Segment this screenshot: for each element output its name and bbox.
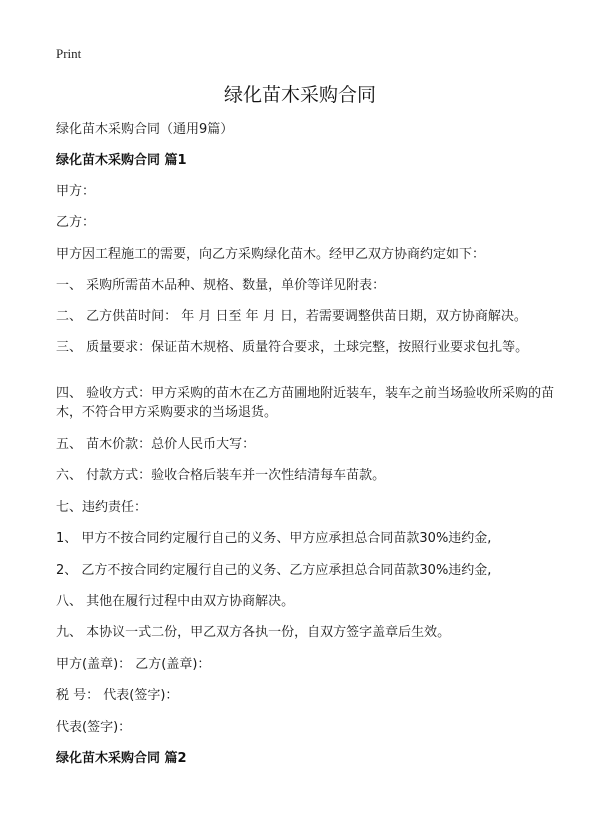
clause-1: 一、 采购所需苗木品种、规格、数量，单价等详见附表： <box>56 278 386 293</box>
party-a-label: 甲方： <box>56 184 96 199</box>
page-title: 绿化苗木采购合同 <box>223 84 376 106</box>
clause-7-1: 1、 甲方不按合同约定履行自己的义务、甲方应承担总合同苗款30%违约金, <box>56 531 492 546</box>
signature-representative: 代表(签字)： <box>56 720 132 735</box>
clause-3: 三、 质量要求：保证苗木规格、质量符合要求，土球完整，按照行业要求包扎等。 <box>56 340 529 355</box>
signature-tax-number: 税 号： 代表(签字)： <box>56 688 179 703</box>
clause-8: 八、 其他在履行过程中由双方协商解决。 <box>56 594 295 609</box>
clause-6: 六、 付款方式：验收合格后装车并一次性结清每车苗款。 <box>56 468 386 483</box>
clause-2: 二、 乙方供苗时间： 年 月 日至 年 月 日，若需要调整供苗日期，双方协商解决。 <box>56 309 527 324</box>
signature-parties: 甲方(盖章)： 乙方(盖章)： <box>56 657 211 672</box>
party-b-label: 乙方： <box>56 215 96 230</box>
section-2-heading: 绿化苗木采购合同 篇2 <box>56 751 187 766</box>
intro-paragraph: 甲方因工程施工的需要，向乙方采购绿化苗木。经甲乙双方协商约定如下： <box>56 247 486 262</box>
document-subtitle: 绿化苗木采购合同（通用9篇） <box>56 122 234 137</box>
print-link[interactable]: Print <box>56 46 82 61</box>
clause-5: 五、 苗木价款：总价人民币大写： <box>56 437 256 452</box>
clause-4: 四、 验收方式：甲方采购的苗木在乙方苗圃地附近装车，装车之前当场验收所采购的苗木，不符合甲方采购要求的当场退货。 <box>56 386 555 420</box>
section-1-heading: 绿化苗木采购合同 篇1 <box>56 153 187 168</box>
clause-7: 七、违约责任： <box>56 500 148 515</box>
clause-7-2: 2、 乙方不按合同约定履行自己的义务、乙方应承担总合同苗款30%违约金, <box>56 563 492 578</box>
clause-9: 九、 本协议一式二份，甲乙双方各执一份，自双方签字盖章后生效。 <box>56 625 451 640</box>
